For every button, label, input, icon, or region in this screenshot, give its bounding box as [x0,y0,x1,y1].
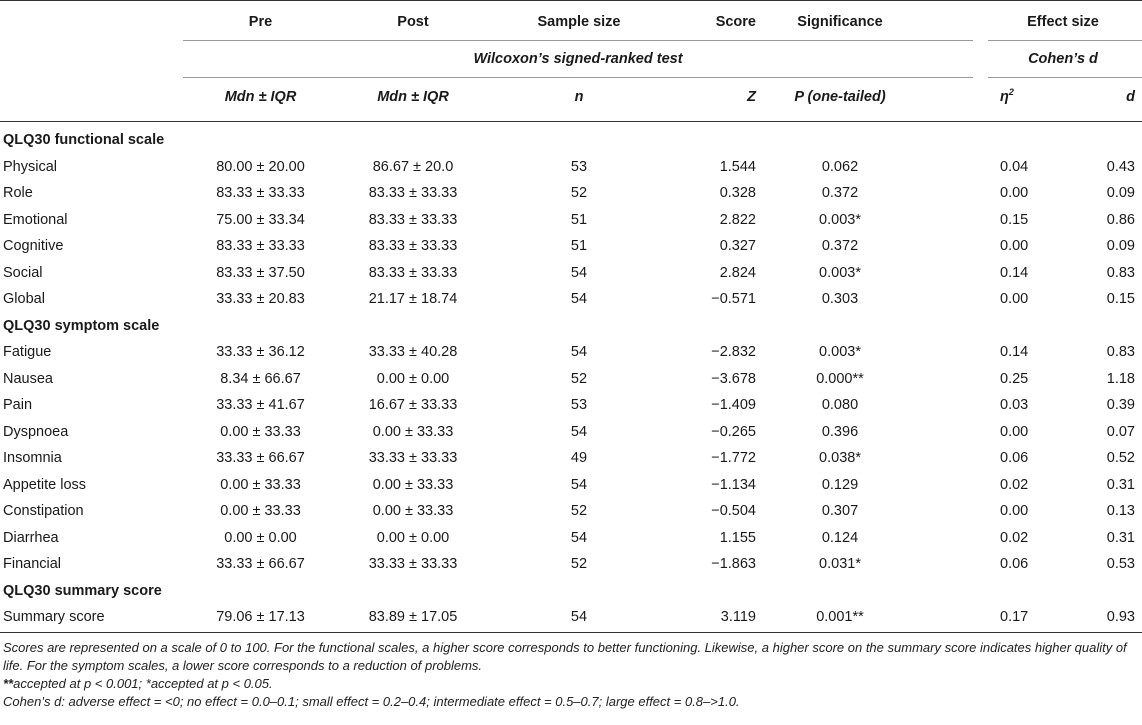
cell-eta: 0.03 [1000,397,1029,413]
cell-n: 52 [570,370,588,387]
table-notes [3,639,1139,711]
cell-p: 0.003* [819,211,861,228]
cell-eta: 0.25 [1000,370,1029,387]
cell-post: 83.33 ± 33.33 [368,211,458,228]
cell-z: 3.119 [720,609,756,625]
cell-eta: 0.06 [1000,450,1029,466]
note-sig-strong-text: accepted at p < 0.001; [13,676,146,691]
cell-p: 0.031* [819,556,861,572]
cell-post: 33.33 ± 33.33 [368,556,458,572]
cell-n: 54 [570,423,588,440]
row-label: Role [3,185,33,201]
table-row [0,498,1142,524]
table-row [0,366,1142,392]
cell-p: 0.396 [821,423,859,440]
cell-pre: 33.33 ± 66.67 [216,556,305,572]
cell-d: 0.53 [1106,556,1135,572]
header-effect-name: Cohen’s d [1028,51,1098,67]
cell-p: 0.000** [816,370,864,387]
note-scale: Scores are represented on a scale of 0 to 100. For the functional scales, a higher score corresponds to better functioning. Likewise, a higher score on the summary score indicates higher quality of life. For the symptom scales, a lower score corresponds to a reduction of problems. [3,640,1127,673]
table-row [0,604,1142,630]
cell-n: 53 [570,158,588,175]
table-row [0,339,1142,365]
row-label: Nausea [3,370,53,387]
header-test-name: Wilcoxon’s signed-ranked test [473,51,683,67]
cell-post: 0.00 ± 0.00 [376,529,450,546]
section-row [0,578,1142,604]
cell-eta: 0.00 [1000,423,1029,440]
table-row [0,154,1142,180]
cell-d: 0.31 [1106,476,1135,493]
row-label: Financial [3,556,62,572]
header-post: Post [397,14,429,30]
cell-d: 0.83 [1106,344,1135,360]
cell-p: 0.124 [821,529,859,546]
cell-n: 51 [570,211,588,228]
cell-z: −1.772 [711,450,756,466]
cell-pre: 79.06 ± 17.13 [216,609,305,625]
section-row [0,127,1142,153]
cell-eta: 0.00 [1000,503,1029,519]
cell-d: 0.93 [1106,609,1135,625]
row-label: Diarrhea [3,529,59,546]
cell-p: 0.038* [819,450,861,466]
cell-post: 21.17 ± 18.74 [368,291,458,307]
cell-eta: 0.14 [1000,344,1029,360]
cell-post: 0.00 ± 33.33 [372,476,454,493]
cell-p: 0.303 [821,291,859,307]
cell-z: 0.327 [719,238,756,254]
table-row [0,392,1142,418]
note-sig-weak-text: accepted at p < 0.05. [150,676,273,691]
table-row [0,207,1142,233]
cell-p: 0.003* [819,344,861,360]
note-cohen: Cohen’s d: adverse effect = <0; no effect = 0.0–0.1; small effect = 0.2–0.4; intermediate effect = 0.5–0.7; large effect = 0.8–>1.0. [3,694,740,709]
cell-p: 0.372 [821,185,859,201]
cell-eta: 0.00 [1000,291,1029,307]
subheader-eta-sup: 2 [1008,87,1014,97]
row-label: Constipation [3,503,84,519]
cell-post: 0.00 ± 33.33 [372,423,454,440]
row-label: Dyspnoea [3,423,69,440]
cell-z: 2.822 [719,211,756,228]
cell-pre: 33.33 ± 20.83 [216,291,305,307]
cell-z: 0.328 [719,185,756,201]
cell-d: 0.83 [1106,264,1135,281]
cell-pre: 8.34 ± 66.67 [220,370,301,387]
cell-n: 54 [570,264,588,281]
cell-z: 1.155 [719,529,756,546]
cell-pre: 80.00 ± 20.00 [216,158,305,175]
cell-d: 0.09 [1106,238,1135,254]
cell-p: 0.307 [821,503,859,519]
cell-d: 0.43 [1106,158,1135,175]
cell-eta: 0.02 [1000,476,1029,493]
header-row-sub [0,84,1142,110]
header-significance: Significance [797,14,883,30]
cell-eta: 0.17 [1000,609,1029,625]
cell-n: 49 [570,450,588,466]
cell-n: 54 [570,529,588,546]
table-row [0,260,1142,286]
cell-p: 0.129 [821,476,859,493]
cell-post: 86.67 ± 20.0 [372,158,454,175]
header-pre: Pre [248,14,273,30]
subheader-p: P (one-tailed) [794,89,886,105]
cell-z: −0.265 [711,423,756,440]
cell-d: 1.18 [1106,370,1135,387]
cell-n: 54 [570,344,588,360]
cell-d: 0.13 [1106,503,1135,519]
cell-z: −1.134 [711,476,756,493]
header-sample-size: Sample size [537,14,621,30]
header-row-tests [0,46,1142,72]
cell-z: −1.409 [711,397,756,413]
cell-pre: 75.00 ± 33.34 [216,211,305,228]
header-row-main [0,9,1142,35]
table-row [0,525,1142,551]
cell-z: −1.863 [711,556,756,572]
cell-n: 53 [570,397,588,413]
cell-n: 52 [570,185,588,201]
cell-post: 83.33 ± 33.33 [368,238,458,254]
table-row [0,286,1142,312]
cell-n: 51 [570,238,588,254]
cell-d: 0.07 [1106,423,1135,440]
cell-n: 52 [570,556,588,572]
section-row [0,313,1142,339]
cell-n: 54 [570,476,588,493]
row-label: Pain [3,397,33,413]
table-top-rule [0,0,1142,1]
cell-pre: 0.00 ± 33.33 [220,476,301,493]
cell-z: −2.832 [711,344,756,360]
cell-eta: 0.00 [1000,185,1029,201]
cell-d: 0.39 [1106,397,1135,413]
subheader-eta [1000,84,1054,110]
cell-p: 0.080 [821,397,859,413]
cell-post: 33.33 ± 33.33 [368,450,458,466]
header-score: Score [715,14,756,30]
cell-d: 0.09 [1106,185,1135,201]
cell-pre: 83.33 ± 33.33 [216,185,305,201]
subheader-d: d [1126,89,1135,105]
table-row [0,445,1142,471]
cell-p: 0.003* [819,264,861,281]
subheader-z: Z [747,89,756,105]
cell-pre: 0.00 ± 33.33 [220,503,301,519]
row-label: Appetite loss [3,476,87,493]
header-rule-2b [988,77,1142,78]
cell-z: −0.504 [711,503,756,519]
cell-eta: 0.15 [1000,211,1029,228]
cell-n: 54 [570,609,588,625]
note-significance [3,675,1139,693]
cell-post: 83.33 ± 33.33 [368,185,458,201]
cell-eta: 0.02 [1000,529,1029,546]
cell-d: 0.31 [1106,529,1135,546]
table-row [0,180,1142,206]
row-label: Insomnia [3,450,62,466]
cell-post: 0.00 ± 33.33 [372,503,454,519]
cell-n: 54 [570,291,588,307]
table-row [0,419,1142,445]
cell-n: 52 [570,503,588,519]
table-row [0,233,1142,259]
cell-eta: 0.04 [1000,158,1029,175]
cell-z: −0.571 [711,291,756,307]
cell-pre: 33.33 ± 66.67 [216,450,305,466]
row-label: Global [3,291,45,307]
row-label: Fatigue [3,344,52,360]
cell-post: 83.89 ± 17.05 [368,609,458,625]
cell-post: 16.67 ± 33.33 [368,397,458,413]
cell-eta: 0.14 [1000,264,1029,281]
row-label: Social [3,264,43,281]
cell-pre: 0.00 ± 33.33 [220,423,301,440]
cell-eta: 0.06 [1000,556,1029,572]
cell-p: 0.372 [821,238,859,254]
cell-z: 2.824 [719,264,756,281]
table-row [0,551,1142,577]
section-title: QLQ30 symptom scale [3,317,160,334]
note-sig-strong-mark: ** [3,676,14,691]
row-label: Summary score [3,609,105,625]
header-rule-1 [183,40,973,41]
table-bottom-rule [0,632,1142,633]
header-rule-1b [988,40,1142,41]
note-sig-weak-mark: * [145,676,151,691]
header-effect-size: Effect size [1027,14,1099,30]
cell-d: 0.86 [1106,211,1135,228]
header-rule-2 [183,77,973,78]
cell-pre: 33.33 ± 41.67 [216,397,305,413]
section-title: QLQ30 summary score [3,582,162,599]
cell-pre: 0.00 ± 0.00 [224,529,297,546]
cell-eta: 0.00 [1000,238,1029,254]
subheader-post: Mdn ± IQR [377,89,449,105]
cell-post: 0.00 ± 0.00 [376,370,450,387]
subheader-eta-symbol: η [1000,89,1009,105]
cell-p: 0.062 [821,158,859,175]
row-label: Cognitive [3,238,64,254]
cell-z: −3.678 [711,370,756,387]
cell-d: 0.52 [1106,450,1135,466]
cell-post: 83.33 ± 33.33 [368,264,458,281]
cell-pre: 83.33 ± 37.50 [216,264,305,281]
header-bottom-rule [0,121,1142,122]
table-row [0,472,1142,498]
row-label: Physical [3,158,57,175]
cell-p: 0.001** [816,609,864,625]
section-title: QLQ30 functional scale [3,132,165,148]
cell-post: 33.33 ± 40.28 [368,344,458,360]
cell-pre: 33.33 ± 36.12 [216,344,305,360]
subheader-n: n [574,89,584,105]
cell-pre: 83.33 ± 33.33 [216,238,305,254]
row-label: Emotional [3,211,68,228]
subheader-pre: Mdn ± IQR [224,89,297,105]
cell-z: 1.544 [719,158,756,175]
cell-d: 0.15 [1106,291,1135,307]
